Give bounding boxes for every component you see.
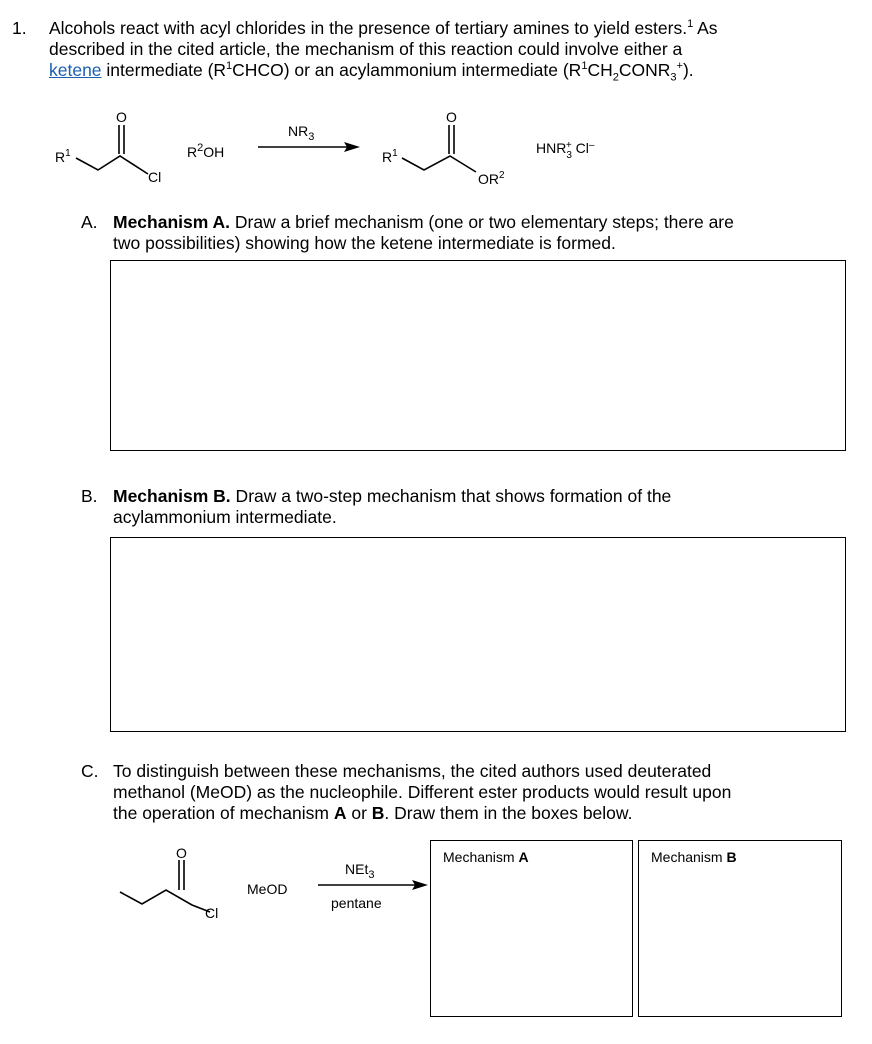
reaction-arrow-2 — [318, 880, 428, 890]
ammonium-salt-label: $HNR_3+ Cl^-$ — [536, 140, 595, 161]
nucleophile-label: MeOD — [247, 881, 288, 897]
part-b-letter: B. — [81, 486, 98, 506]
intro-line-3: ketene intermediate $(R^1CHCO)$ or an acylammonium intermediate $(R^1CH_2CONR_3^+)$. — [49, 60, 694, 84]
propanoyl-chloride-structure — [120, 860, 210, 912]
reactant-r-label: $R^1$ — [55, 148, 71, 165]
question-intro — [49, 18, 864, 84]
ketene-link[interactable]: ketene — [49, 60, 102, 80]
reactant-chloride-label: Cl — [148, 169, 162, 185]
part-c-letter: C. — [81, 761, 99, 781]
part-a-prompt: Mechanism A. Draw a brief mechanism (one or two elementary steps; there are two possibilities) showing how the ketene intermediate is formed. — [113, 212, 734, 253]
alcohol-label: $R^2OH$ — [187, 142, 225, 160]
reaction-arrow-1 — [258, 142, 360, 152]
intro-line-2: described in the cited article, the mechanism of this reaction could involve either a — [49, 39, 683, 59]
amine-reagent-label: $NR_3$ — [288, 123, 315, 143]
question-number: 1. — [12, 18, 27, 38]
mechanism-a-product-label: Mechanism A — [443, 849, 529, 865]
base-reagent-label: NEt$_3$ — [345, 861, 375, 881]
intro-line-1: Alcohols react with acyl chlorides in the presence of tertiary amines to yield esters.$^1$ As — [49, 18, 718, 38]
part-a-letter: A. — [81, 212, 98, 232]
product-oxygen-label: O — [446, 109, 457, 125]
product-r-label: $R^1$ — [382, 148, 398, 165]
reaction-scheme-1 — [0, 100, 872, 200]
ester-product-structure — [402, 125, 476, 172]
mechanism-a-product-box[interactable] — [430, 840, 633, 1017]
mechanism-b-product-box[interactable] — [638, 840, 842, 1017]
reaction-scheme-2 — [0, 840, 430, 940]
acyl-chloride-structure — [76, 125, 148, 174]
reactant-chloride-label-2: Cl — [205, 905, 219, 921]
mechanism-b-answer-box[interactable] — [110, 537, 846, 732]
mechanism-b-product-label: Mechanism B — [651, 849, 737, 865]
solvent-label: pentane — [331, 895, 382, 911]
mechanism-a-answer-box[interactable] — [110, 260, 846, 451]
part-c-prompt: To distinguish between these mechanisms, the cited authors used deuterated methanol (MeOD) as the nucleophile. Different ester products would result upon the operation of mechanism A or B. Draw them in the boxes below. — [113, 761, 732, 823]
reactant-oxygen-label: O — [116, 109, 127, 125]
part-b-prompt: Mechanism B. Draw a two-step mechanism that shows formation of the acylammonium intermediate. — [113, 486, 672, 527]
reactant-oxygen-label-2: O — [176, 845, 187, 861]
product-or-label: $OR^2$ — [478, 170, 505, 187]
